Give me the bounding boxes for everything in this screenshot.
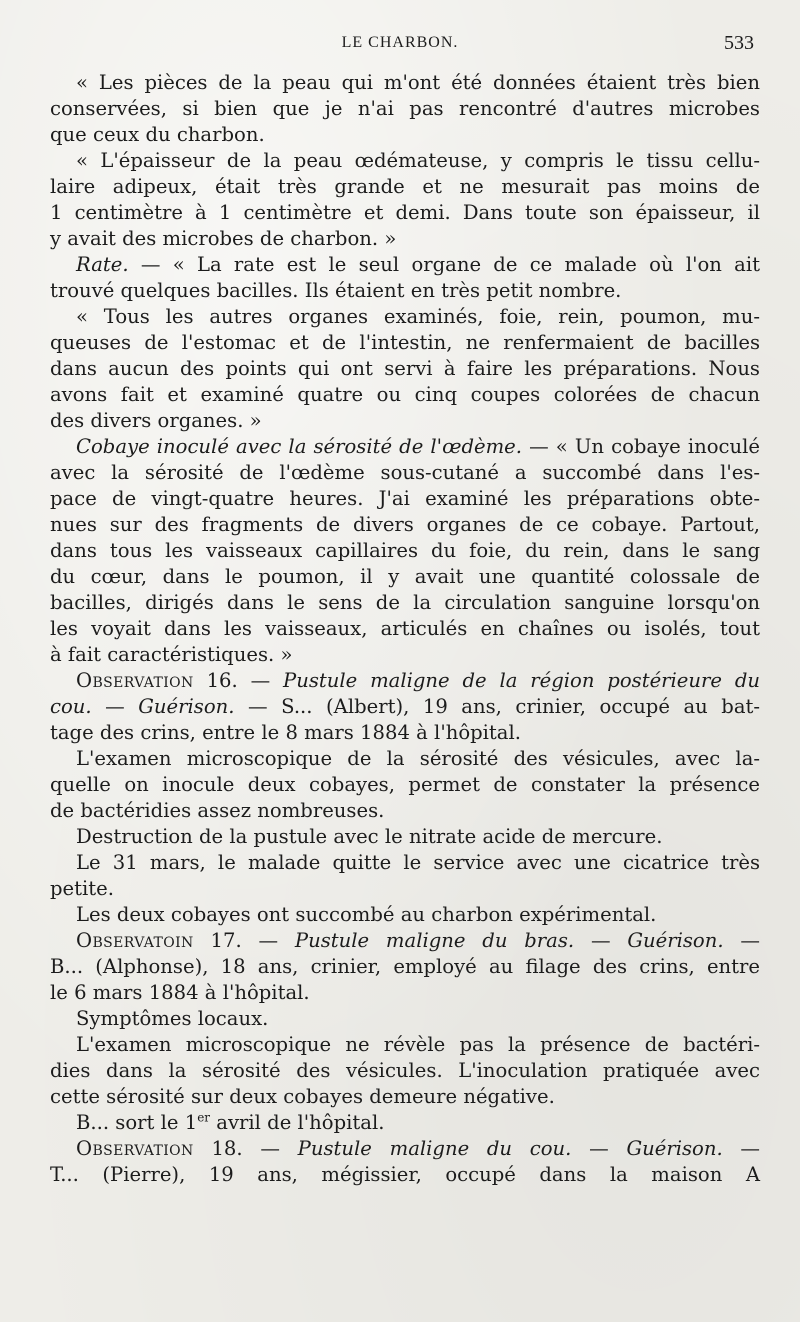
text-line: conservées, si bien que je n'ai pas rencontré d'autres microbes <box>50 97 760 120</box>
running-head: LE CHARBON. <box>341 34 459 51</box>
text-line: L'examen microscopique de la sérosité des vésicules, avec la- <box>76 747 760 770</box>
text-line: L'examen microscopique ne révèle pas la présence de bactéri- <box>76 1033 760 1056</box>
text-line: laire adipeux, était très grande et ne mesurait pas moins de <box>50 175 760 198</box>
text-line: tage des crins, entre le 8 mars 1884 à l'hôpital. <box>50 721 521 744</box>
text-line: Symptômes locaux. <box>76 1007 269 1030</box>
text-segment: — <box>722 1137 760 1160</box>
text-segment: avril de l'hôpital. <box>210 1111 385 1134</box>
text-line: cette sérosité sur deux cobayes demeure négative. <box>50 1085 555 1108</box>
text-line <box>50 252 760 278</box>
italic-text: Pustule maligne du cou. <box>297 1137 572 1160</box>
text-segment: — <box>91 695 139 718</box>
text-segment: — <box>723 929 760 952</box>
italic-text: Rate. <box>76 253 129 276</box>
text-line: 1 centimètre à 1 centimètre et demi. Dans toute son épaisseur, il <box>50 201 760 224</box>
text-line: petite. <box>50 877 114 900</box>
text-line: pace de vingt-quatre heures. J'ai examiné les préparations obte- <box>50 487 760 510</box>
text-line: dans tous les vaisseaux capillaires du foie, du rein, dans le sang <box>50 539 760 562</box>
text-line: « L'épaisseur de la peau œdémateuse, y compris le tissu cellu- <box>76 149 760 172</box>
text-line <box>50 1136 760 1162</box>
page-header <box>46 34 754 60</box>
text-line: nues sur des fragments de divers organes de ce cobaye. Partout, <box>50 513 760 536</box>
text-line: T... (Pierre), 19 ans, mégissier, occupé dans la maison A <box>50 1163 760 1186</box>
text-line: que ceux du charbon. <box>50 123 265 146</box>
text-line: quelle on inocule deux cobayes, permet de constater la présence <box>50 773 760 796</box>
text-line: Les deux cobayes ont succombé au charbon expérimental. <box>76 903 657 926</box>
text-line: des divers organes. » <box>50 409 262 432</box>
text-segment: 18. — <box>193 1137 298 1160</box>
text-segment: B... sort le 1 <box>76 1111 198 1134</box>
body-text <box>50 70 760 1188</box>
text-line <box>50 668 760 694</box>
text-segment: — <box>571 1137 627 1160</box>
text-line: Destruction de la pustule avec le nitrate acide de mercure. <box>76 825 663 848</box>
text-line: B... (Alphonse), 18 ans, crinier, employé au filage des crins, entre <box>50 955 760 978</box>
text-segment: 16. — <box>193 669 284 692</box>
observation-label: Observatoin <box>76 929 194 952</box>
italic-text: Guérison. <box>627 929 724 952</box>
text-line: avec la sérosité de l'œdème sous-cutané a succombé dans l'es- <box>50 461 760 484</box>
text-line <box>50 928 760 954</box>
text-line <box>50 1110 760 1136</box>
text-line: du cœur, dans le poumon, il y avait une quantité colossale de <box>50 565 760 588</box>
text-segment: 17. — <box>193 929 295 952</box>
text-line: y avait des microbes de charbon. » <box>50 227 397 250</box>
text-line: Le 31 mars, le malade quitte le service avec une cicatrice très <box>76 851 760 874</box>
text-segment: — S... (Albert), 19 ans, crinier, occupé au bat- <box>234 695 760 718</box>
text-line: bacilles, dirigés dans le sens de la circulation sanguine lorsqu'on <box>50 591 760 614</box>
text-line <box>50 434 760 460</box>
text-line: de bactéridies assez nombreuses. <box>50 799 385 822</box>
observation-label: Observation <box>76 669 194 692</box>
text-line: avons fait et examiné quatre ou cinq coupes colorées de chacun <box>50 383 760 406</box>
text-line: trouvé quelques bacilles. Ils étaient en très petit nombre. <box>50 279 622 302</box>
text-segment: — <box>574 929 628 952</box>
text-line: le 6 mars 1884 à l'hôpital. <box>50 981 310 1004</box>
text-line: « Les pièces de la peau qui m'ont été données étaient très bien <box>76 71 760 94</box>
italic-text: Cobaye inoculé avec la sérosité de l'œdème. <box>76 435 522 458</box>
text-line: dies dans la sérosité des vésicules. L'inoculation pratiquée avec <box>50 1059 760 1082</box>
text-segment: — « Un cobaye inoculé <box>522 435 761 458</box>
text-line: queuses de l'estomac et de l'intestin, ne renfermaient de bacilles <box>50 331 760 354</box>
italic-text: Pustule maligne de la région postérieure du <box>283 669 760 692</box>
text-segment: — « La rate est le seul organe de ce malade où l'on ait <box>128 253 760 276</box>
text-segment: er <box>197 1110 211 1125</box>
text-line: les voyait dans les vaisseaux, articulés en chaînes ou isolés, tout <box>50 617 760 640</box>
italic-text: Guérison. <box>138 695 235 718</box>
text-line: « Tous les autres organes examinés, foie, rein, poumon, mu- <box>76 305 760 328</box>
text-line: dans aucun des points qui ont servi à faire les préparations. Nous <box>50 357 760 380</box>
italic-text: Guérison. <box>626 1137 723 1160</box>
italic-text: Pustule maligne du bras. <box>294 929 575 952</box>
page-number: 533 <box>724 32 754 54</box>
observation-label: Observation <box>76 1137 194 1160</box>
italic-text: cou. <box>50 695 92 718</box>
text-line: à fait caractéristiques. » <box>50 643 293 666</box>
text-line <box>50 694 760 720</box>
